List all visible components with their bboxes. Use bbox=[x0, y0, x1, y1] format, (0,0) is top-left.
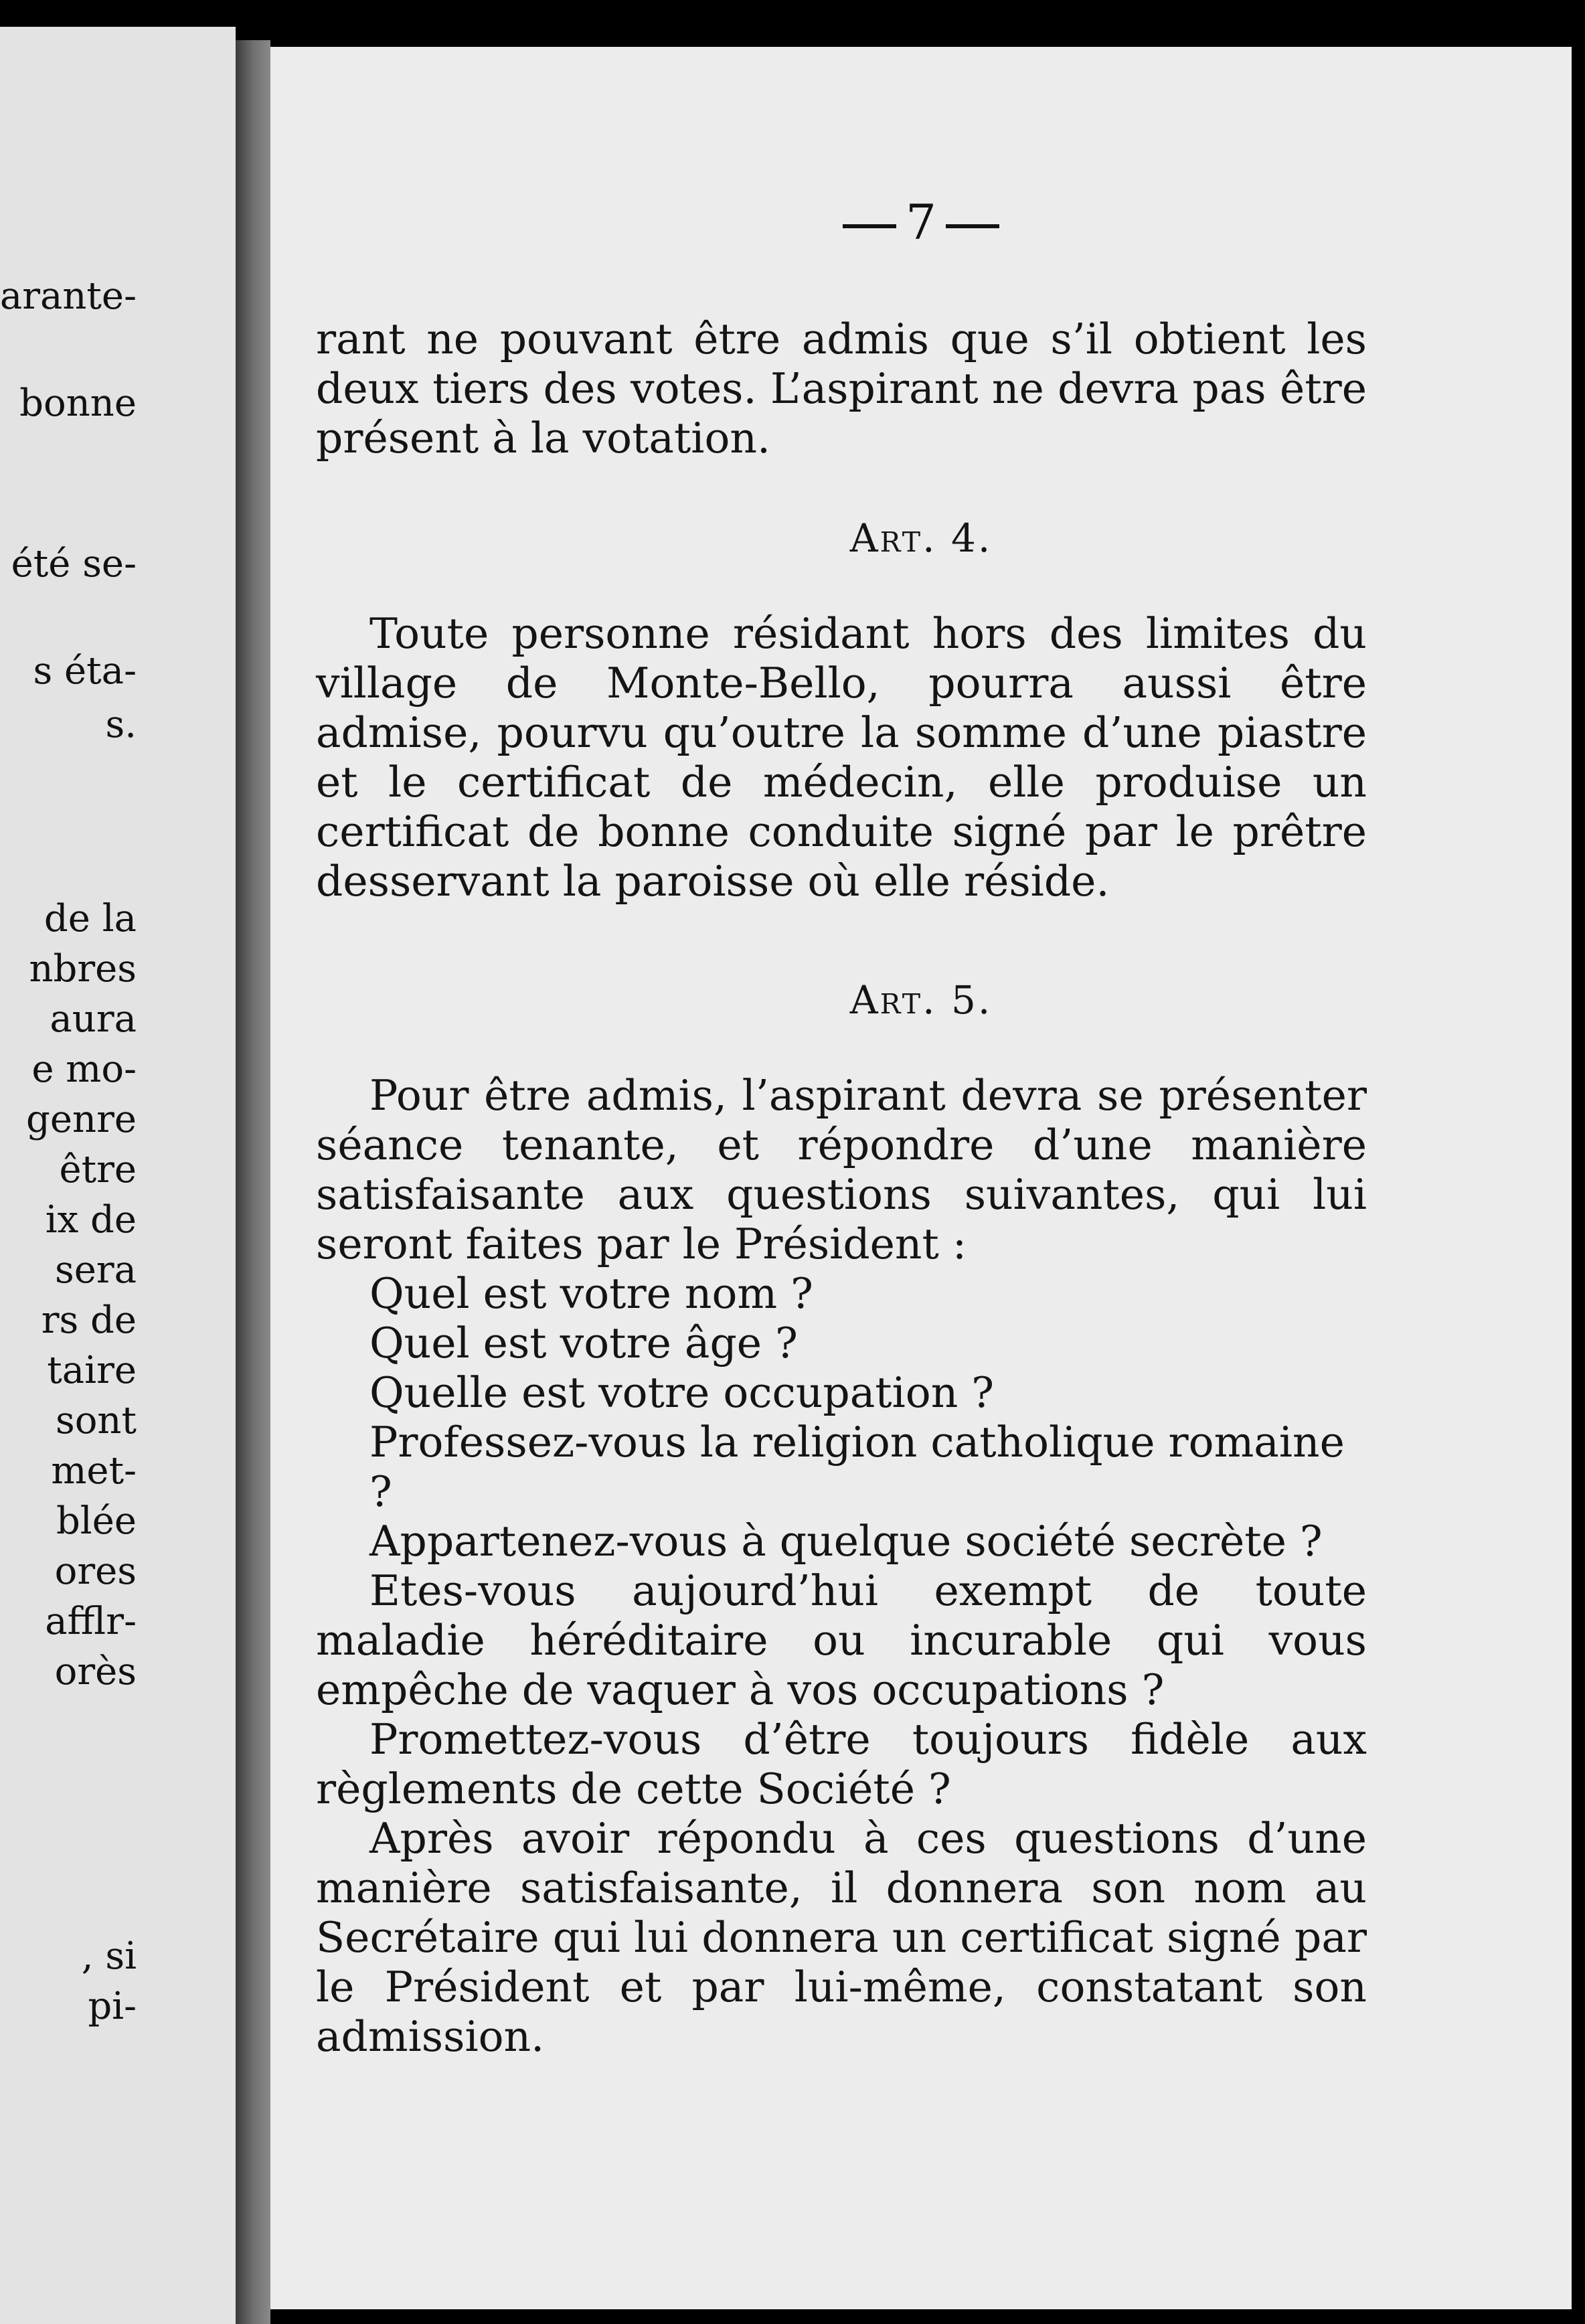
left-fragment: de la bbox=[44, 897, 137, 940]
left-fragment: bonne bbox=[19, 382, 137, 425]
main-page bbox=[270, 47, 1572, 2309]
article-5-closing: Après avoir répondu à ces questions d’une manière satisfaisante, il donnera son nom au Secrétaire qui lui donnera un certificat signé par le Président et par lui-même, constatant son admission. bbox=[316, 1814, 1367, 2061]
left-fragment: arante- bbox=[0, 274, 137, 318]
article-4-text: Toute personne résidant hors des limites du village de Monte-Bello, pourra aussi être admise, pourvu qu’outre la somme d’une piastre et le certificat de médecin, elle produise un certificat de bonne conduite signé par le prêtre desservant la paroisse où elle réside. bbox=[316, 609, 1367, 906]
dash-left bbox=[843, 224, 896, 228]
left-fragment: rs de bbox=[41, 1299, 137, 1342]
article-5-intro: Pour être admis, l’aspirant devra se présenter séance tenante, et répondre d’une manière satisfaisante aux questions suivantes, qui lui seront faites par le Président : bbox=[316, 1071, 1367, 1268]
left-fragment: , si bbox=[81, 1934, 137, 1978]
left-fragment: orès bbox=[54, 1650, 137, 1693]
left-fragment: s. bbox=[105, 703, 137, 746]
left-fragment: ix de bbox=[45, 1198, 137, 1242]
question-item: Quelle est votre occupation ? bbox=[369, 1368, 995, 1417]
question-item: Professez-vous la religion catholique romaine ? bbox=[369, 1418, 1345, 1516]
question-item: Quel est votre âge ? bbox=[369, 1319, 798, 1367]
article-4-heading: Art. 4. bbox=[849, 515, 993, 561]
left-fragment: met- bbox=[51, 1449, 137, 1493]
left-fragment: e mo- bbox=[31, 1048, 137, 1091]
left-fragment: blée bbox=[56, 1499, 137, 1543]
facing-page-fragment bbox=[0, 27, 236, 2324]
question-item: Appartenez-vous à quelque société secrète ? bbox=[369, 1517, 1323, 1566]
question-illness: Etes-vous aujourd’hui exempt de toute maladie héréditaire ou incurable qui vous empêche de vaquer à vos occupations ? bbox=[316, 1566, 1367, 1714]
left-fragment: s éta- bbox=[33, 649, 137, 693]
question-item: Quel est votre nom ? bbox=[369, 1269, 813, 1318]
page-number bbox=[270, 194, 1572, 250]
page-number-value: 7 bbox=[906, 194, 936, 250]
article-5-body bbox=[316, 1071, 1367, 2062]
dash-right bbox=[946, 224, 999, 228]
question-faithful: Promettez-vous d’être toujours fidèle aux règlements de cette Société ? bbox=[316, 1715, 1367, 1813]
left-fragment: sera bbox=[54, 1248, 137, 1292]
left-fragment: afflr- bbox=[45, 1600, 137, 1643]
left-fragment: genre bbox=[26, 1098, 137, 1141]
binding-gutter bbox=[236, 40, 270, 2324]
left-fragment: ores bbox=[54, 1550, 137, 1593]
left-fragment: nbres bbox=[29, 947, 137, 991]
continuation-text: rant ne pouvant être admis que s’il obtient les deux tiers des votes. L’aspirant ne devra pas être présent à la votation. bbox=[316, 315, 1367, 463]
article-5-heading: Art. 5. bbox=[849, 977, 993, 1023]
left-fragment: être bbox=[59, 1148, 137, 1191]
left-fragment: pi- bbox=[88, 1985, 137, 2028]
left-fragment: été se- bbox=[11, 542, 137, 586]
left-fragment: aura bbox=[50, 997, 137, 1041]
article-4-body bbox=[316, 609, 1367, 906]
left-fragment: taire bbox=[47, 1349, 137, 1392]
continuation-paragraph bbox=[316, 315, 1367, 463]
left-fragment: sont bbox=[55, 1399, 137, 1442]
